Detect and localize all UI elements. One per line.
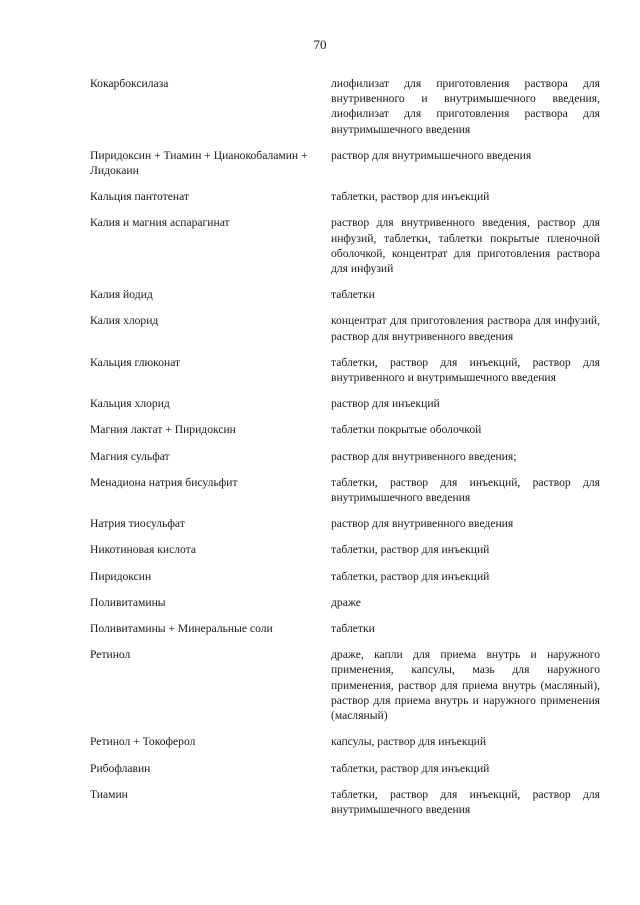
dosage-form: таблетки, раствор для инъекций, раствор для внутривенного и внутримышечного введения — [331, 355, 600, 385]
table-row — [90, 475, 600, 505]
table-row — [90, 516, 600, 531]
drug-name: Тиамин — [90, 787, 128, 801]
drug-name: Пиридоксин — [90, 569, 152, 583]
drug-name: Магния лактат + Пиридоксин — [90, 423, 236, 437]
dosage-form: драже, капли для приема внутрь и наружного применения, капсулы, мазь для наружного применения, раствор для приема внутрь (масляный), раствор для приема внутрь и наружного применения (масляный) — [331, 648, 600, 723]
table-row — [90, 148, 600, 178]
table-row — [90, 313, 600, 343]
table-row — [90, 287, 600, 302]
dosage-form: таблетки, раствор для инъекций, раствор для внутримышечного введения — [331, 787, 600, 816]
table-row — [90, 595, 600, 610]
drug-name: Кальция глюконат — [90, 355, 181, 369]
table-row — [90, 355, 600, 385]
drug-name: Калия хлорид — [90, 314, 159, 328]
drug-name: Менадиона натрия бисульфит — [90, 475, 238, 489]
drug-name: Ретинол + Токоферол — [90, 735, 196, 749]
dosage-form: таблетки покрытые оболочкой — [331, 423, 482, 437]
dosage-form: таблетки — [331, 622, 375, 636]
dosage-form: таблетки, раствор для инъекций, раствор для внутримышечного введения — [331, 475, 600, 505]
drug-name: Рибофлавин — [90, 761, 151, 775]
dosage-form: лиофилизат для приготовления раствора для внутривенного и внутримышечного введения, лиофилизат для приготовления раствора для внутримышечного введения — [331, 77, 600, 136]
drug-name: Никотиновая кислота — [90, 543, 197, 557]
drug-name: Калия и магния аспарагинат — [90, 216, 230, 230]
dosage-form: раствор для инъекций — [331, 397, 440, 411]
drug-name: Кальция хлорид — [90, 397, 170, 411]
drug-name: Кальция пантотенат — [90, 190, 189, 204]
dosage-form: раствор для внутривенного введения — [331, 517, 514, 531]
table-row — [90, 396, 600, 411]
dosage-form: драже — [331, 595, 361, 609]
table-row — [90, 542, 600, 557]
drug-table — [90, 76, 600, 828]
drug-name: Поливитамины — [90, 595, 166, 609]
dosage-form: таблетки, раствор для инъекций — [331, 190, 490, 204]
dosage-form: таблетки, раствор для инъекций — [331, 569, 490, 583]
drug-name: Кокарбоксилаза — [90, 77, 169, 90]
table-row — [90, 621, 600, 636]
dosage-form: таблетки, раствор для инъекций — [331, 543, 490, 557]
table-row — [90, 76, 600, 137]
table-row — [90, 734, 600, 749]
dosage-form: концентрат для приготовления раствора для инфузий, раствор для внутривенного введения — [331, 314, 600, 343]
table-row — [90, 647, 600, 723]
drug-name: Пиридоксин + Тиамин + Цианокобаламин + Лидокаин — [90, 148, 308, 178]
dosage-form: раствор для внутримышечного введения — [331, 148, 532, 162]
table-row — [90, 189, 600, 204]
table-row — [90, 787, 600, 817]
drug-name: Натрия тиосульфат — [90, 517, 185, 531]
table-row — [90, 761, 600, 776]
dosage-form: капсулы, раствор для инъекций — [331, 735, 487, 749]
dosage-form: раствор для внутривенного введения; — [331, 449, 517, 463]
table-row — [90, 215, 600, 276]
table-row — [90, 449, 600, 464]
dosage-form: раствор для внутривенного введения, раствор для инфузий, таблетки, таблетки покрытые пленочной оболочкой, концентрат для приготовления раствора для инфузий — [331, 216, 600, 276]
table-row — [90, 422, 600, 437]
table-row — [90, 569, 600, 584]
drug-name: Поливитамины + Минеральные соли — [90, 622, 273, 636]
drug-name: Калия йодид — [90, 288, 153, 302]
drug-name: Магния сульфат — [90, 449, 170, 463]
dosage-form: таблетки — [331, 288, 375, 302]
drug-name: Ретинол — [90, 648, 131, 662]
page-number: 70 — [313, 37, 327, 52]
dosage-form: таблетки, раствор для инъекций — [331, 761, 490, 775]
